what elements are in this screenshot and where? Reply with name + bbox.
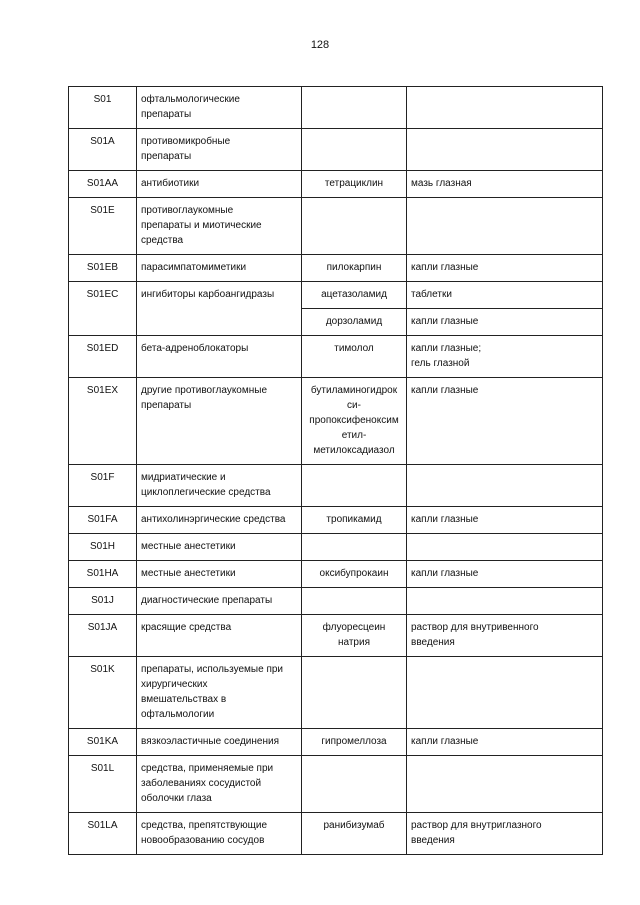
atc-group-name-line: другие противоглаукомные (141, 385, 268, 396)
atc-group-name-line: препараты (141, 400, 192, 411)
atc-code-line: S01A (90, 136, 115, 147)
atc-group-name-line: оболочки глаза (141, 793, 212, 804)
drug-name (302, 336, 407, 378)
atc-group-name (137, 561, 302, 588)
drug-name (302, 813, 407, 855)
drug-name (302, 198, 407, 255)
table-row (69, 534, 603, 561)
table-row (69, 615, 603, 657)
atc-group-name (137, 756, 302, 813)
atc-group-name-line: антихолинэргические средства (141, 514, 286, 525)
atc-group-name (137, 615, 302, 657)
atc-group-name-line: противомикробные (141, 136, 231, 147)
atc-code-line: S01EB (86, 262, 119, 273)
drug-name-line: метилоксадиазол (313, 445, 395, 456)
atc-code-line: S01KA (86, 736, 119, 747)
atc-group-name (137, 729, 302, 756)
dosage-form-line: капли глазные (411, 316, 479, 327)
table-row (69, 255, 603, 282)
atc-group-name-line: циклоплегические средства (141, 487, 271, 498)
atc-code (69, 129, 137, 171)
dosage-form-line: раствор для внутривенного (411, 622, 539, 633)
drug-name-line: дорзоламид (325, 316, 383, 327)
table-row (69, 465, 603, 507)
atc-code-line: S01LA (87, 820, 118, 831)
atc-code-line: S01H (89, 541, 115, 552)
dosage-form (407, 657, 603, 729)
atc-code-line: S01ED (86, 343, 119, 354)
dosage-form (407, 378, 603, 465)
drug-name-line: пропоксифеноксим (309, 415, 399, 426)
atc-group-name-line: местные анестетики (141, 541, 236, 552)
atc-code (69, 588, 137, 615)
atc-code (69, 465, 137, 507)
atc-code-line: S01EC (86, 289, 119, 300)
dosage-form (407, 198, 603, 255)
drug-name (302, 561, 407, 588)
atc-group-name (137, 465, 302, 507)
table-row (69, 813, 603, 855)
atc-group-name-line: офтальмологические (141, 94, 240, 105)
drug-name (302, 282, 407, 309)
drug-name-line: гипромеллоза (321, 736, 387, 747)
atc-code-line: S01EX (86, 385, 119, 396)
atc-group-name (137, 198, 302, 255)
atc-code (69, 534, 137, 561)
drug-name (302, 255, 407, 282)
drug-name (302, 657, 407, 729)
atc-code-line: S01FA (87, 514, 118, 525)
table-row (69, 87, 603, 129)
table-row (69, 171, 603, 198)
drug-name-line: ацетазоламид (321, 289, 387, 300)
dosage-form-line: капли глазные; (411, 343, 482, 354)
atc-group-name-line: средства, применяемые при (141, 763, 274, 774)
drug-name-line: етил- (341, 430, 367, 441)
dosage-form-line: капли глазные (411, 385, 479, 396)
drug-name-line: флуоресцеин (322, 622, 386, 633)
atc-group-name (137, 534, 302, 561)
atc-group-name-line: антибиотики (141, 178, 200, 189)
atc-code (69, 336, 137, 378)
atc-group-name-line: мидриатические и (141, 472, 226, 483)
drug-name-line: тимолол (334, 343, 374, 354)
drug-name-line: натрия (337, 637, 370, 648)
atc-code (69, 171, 137, 198)
dosage-form-line: гель глазной (411, 358, 470, 369)
drug-name (302, 129, 407, 171)
dosage-form (407, 336, 603, 378)
dosage-form (407, 309, 603, 336)
atc-group-name-line: вмешательствах в (141, 694, 227, 705)
drug-name (302, 87, 407, 129)
atc-group-name (137, 255, 302, 282)
atc-group-name-line: ингибиторы карбоангидразы (141, 289, 275, 300)
atc-group-name (137, 87, 302, 129)
atc-code (69, 87, 137, 129)
atc-group-name-line: офтальмологии (141, 709, 215, 720)
table-row (69, 378, 603, 465)
drug-name (302, 465, 407, 507)
dosage-form (407, 87, 603, 129)
dosage-form (407, 255, 603, 282)
table-row (69, 507, 603, 534)
atc-code-line: S01JA (87, 622, 118, 633)
atc-code (69, 198, 137, 255)
atc-code-line: S01HA (86, 568, 119, 579)
dosage-form (407, 813, 603, 855)
atc-group-name (137, 336, 302, 378)
table-row (69, 282, 603, 309)
atc-code (69, 813, 137, 855)
atc-code (69, 657, 137, 729)
dosage-form (407, 534, 603, 561)
atc-code (69, 756, 137, 813)
atc-code (69, 615, 137, 657)
table-row (69, 561, 603, 588)
page-number: 128 (310, 39, 330, 51)
atc-code-line: S01L (90, 763, 115, 774)
dosage-form (407, 282, 603, 309)
atc-code (69, 255, 137, 282)
drug-name-line: бутиламиногидрок (310, 385, 398, 396)
dosage-form-line: мазь глазная (411, 178, 472, 189)
drug-name-line: тропикамид (326, 514, 382, 525)
atc-group-name-line: средства, препятствующие (141, 820, 268, 831)
atc-group-name (137, 129, 302, 171)
atc-code-line: S01 (93, 94, 112, 105)
atc-group-name (137, 813, 302, 855)
atc-group-name-line: бета-адреноблокаторы (141, 343, 249, 354)
dosage-form (407, 756, 603, 813)
dosage-form-line: таблетки (411, 289, 452, 300)
table-row (69, 129, 603, 171)
atc-group-name (137, 657, 302, 729)
drug-name-line: пилокарпин (326, 262, 382, 273)
dosage-form-line: капли глазные (411, 514, 479, 525)
atc-group-name-line: вязкоэластичные соединения (141, 736, 279, 747)
atc-group-name-line: заболеваниях сосудистой (141, 778, 262, 789)
drug-name (302, 615, 407, 657)
atc-group-name-line: новообразованию сосудов (141, 835, 265, 846)
dosage-form (407, 561, 603, 588)
atc-code-line: S01E (90, 205, 115, 216)
table-row (69, 588, 603, 615)
atc-group-name-line: парасимпатомиметики (141, 262, 247, 273)
atc-group-name (137, 282, 302, 336)
drug-name-line: оксибупрокаин (319, 568, 389, 579)
atc-code (69, 729, 137, 756)
atc-group-name-line: хирургических (141, 679, 208, 690)
atc-code (69, 561, 137, 588)
dosage-form-line: раствор для внутриглазного (411, 820, 542, 831)
atc-code-line: S01F (90, 472, 115, 483)
table-row (69, 336, 603, 378)
atc-group-name-line: препараты, используемые при (141, 664, 284, 675)
atc-group-name-line: средства (141, 235, 184, 246)
table-row (69, 756, 603, 813)
atc-group-name-line: диагностические препараты (141, 595, 273, 606)
dosage-form-line: капли глазные (411, 568, 479, 579)
drug-name (302, 729, 407, 756)
dosage-form (407, 129, 603, 171)
drug-name (302, 534, 407, 561)
dosage-form (407, 615, 603, 657)
atc-group-name-line: красящие средства (141, 622, 232, 633)
atc-group-name (137, 507, 302, 534)
atc-group-name-line: местные анестетики (141, 568, 236, 579)
drug-name (302, 171, 407, 198)
atc-code (69, 282, 137, 336)
atc-group-name-line: препараты и миотические (141, 220, 262, 231)
dosage-form-line: введения (411, 835, 455, 846)
dosage-form-line: капли глазные (411, 262, 479, 273)
atc-group-name-line: противоглаукомные (141, 205, 234, 216)
dosage-form (407, 171, 603, 198)
drug-name (302, 309, 407, 336)
drug-name-line: си- (347, 400, 361, 411)
drug-name (302, 378, 407, 465)
drug-name-line: тетрациклин (324, 178, 384, 189)
atc-group-name (137, 171, 302, 198)
atc-code (69, 378, 137, 465)
dosage-form (407, 588, 603, 615)
drug-name (302, 756, 407, 813)
dosage-form (407, 465, 603, 507)
dosage-form-line: капли глазные (411, 736, 479, 747)
dosage-form (407, 729, 603, 756)
atc-group-name (137, 378, 302, 465)
table-row (69, 729, 603, 756)
atc-code-line: S01AA (86, 178, 119, 189)
dosage-form (407, 507, 603, 534)
atc-code-line: S01K (90, 664, 115, 675)
atc-drug-table (68, 86, 603, 855)
dosage-form-line: введения (411, 637, 455, 648)
atc-group-name (137, 588, 302, 615)
table-row (69, 657, 603, 729)
table-row (69, 198, 603, 255)
atc-code (69, 507, 137, 534)
atc-code-line: S01J (91, 595, 114, 606)
drug-name (302, 507, 407, 534)
atc-group-name-line: препараты (141, 109, 192, 120)
drug-name-line: ранибизумаб (323, 820, 385, 831)
atc-group-name-line: препараты (141, 151, 192, 162)
drug-name (302, 588, 407, 615)
